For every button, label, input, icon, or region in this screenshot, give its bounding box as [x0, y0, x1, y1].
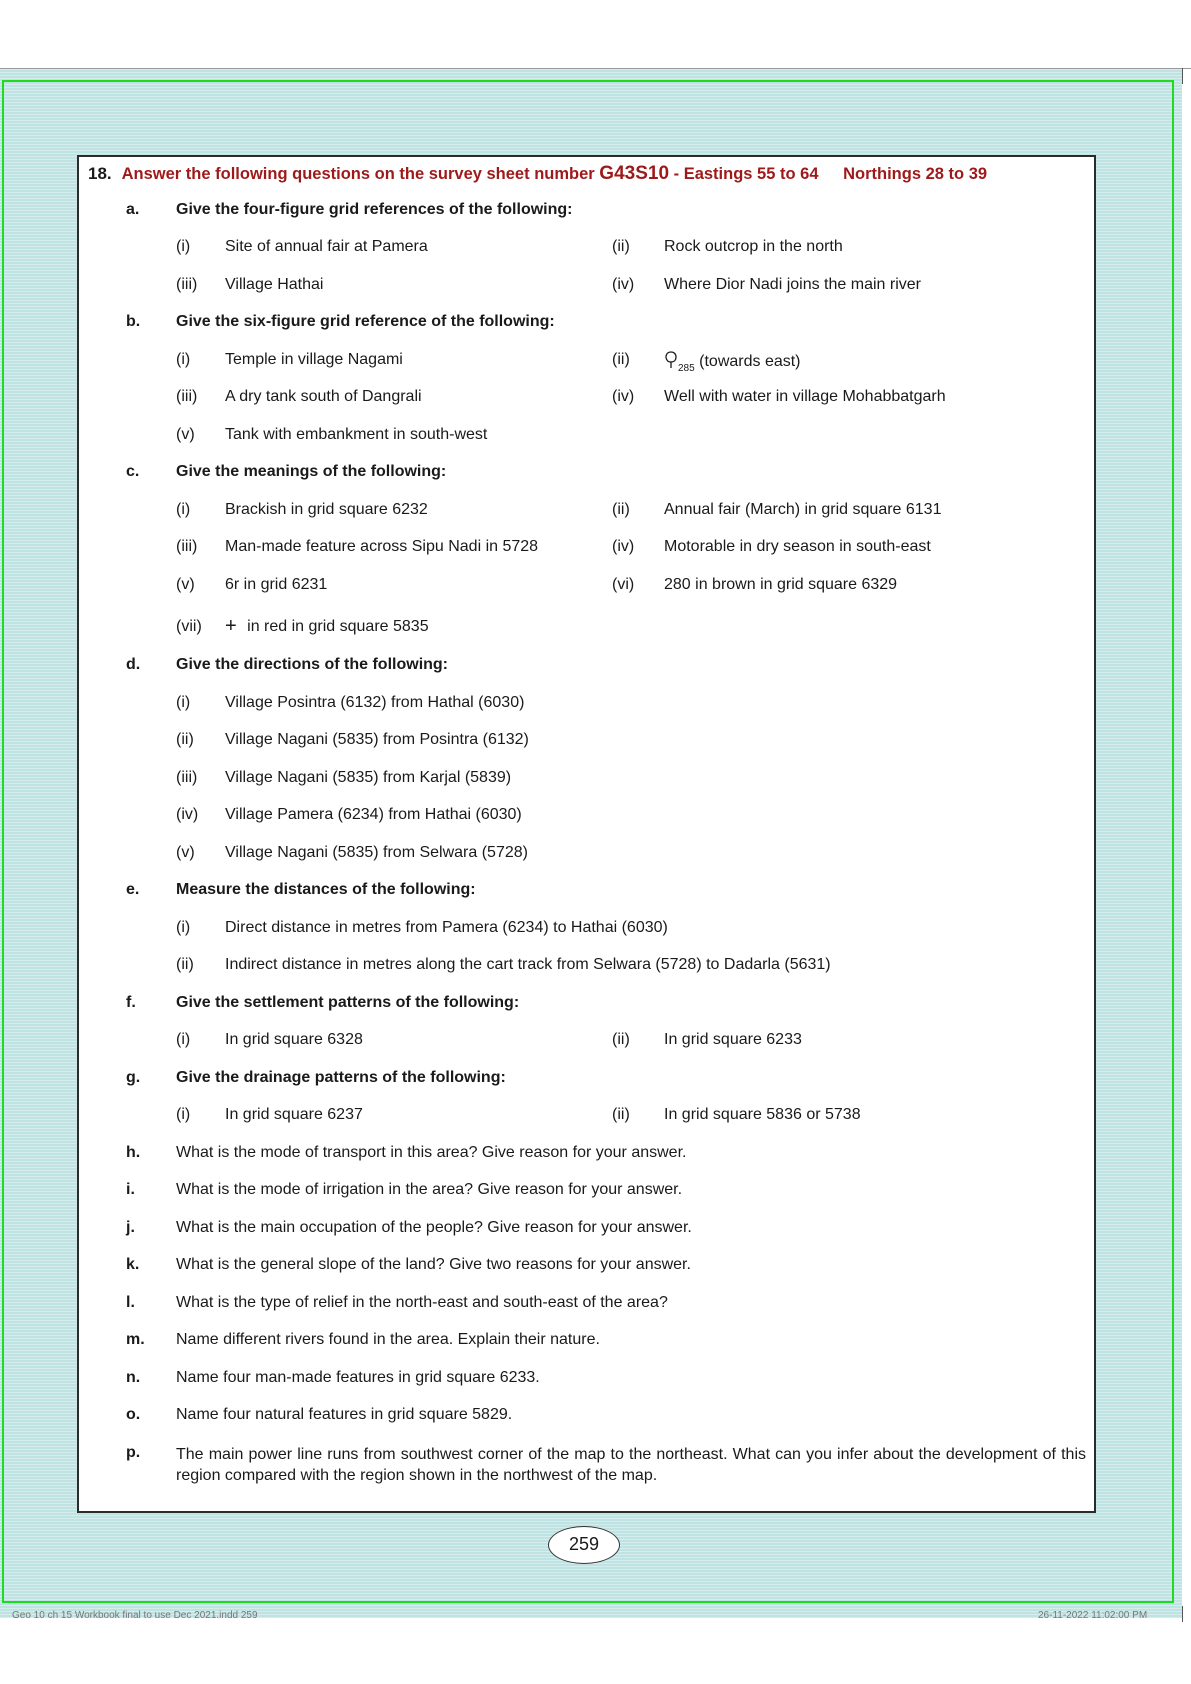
item-text: Temple in village Nagami: [225, 351, 403, 368]
eastings: - Eastings 55 to 64: [673, 165, 819, 183]
part-label: n.: [126, 1369, 141, 1386]
item-number: (i): [176, 351, 191, 368]
part-question: What is the main occupation of the people? Give reason for your answer.: [176, 1219, 692, 1236]
item-number: (i): [176, 501, 191, 518]
item-text: Rock outcrop in the north: [664, 238, 843, 255]
question-header: [88, 163, 1088, 185]
part-label: h.: [126, 1144, 141, 1161]
item-text-part: in red in grid square 5835: [247, 618, 429, 635]
item-text: A dry tank south of Dangrali: [225, 388, 422, 405]
item-text: In grid square 6328: [225, 1031, 363, 1048]
part-question: What is the mode of transport in this area? Give reason for your answer.: [176, 1144, 687, 1161]
part-question: Name four natural features in grid square 5829.: [176, 1406, 513, 1423]
item-number: (ii): [612, 1106, 630, 1123]
item-number: (iii): [176, 276, 198, 293]
tree-symbol-icon: [664, 351, 678, 369]
part-question: What is the general slope of the land? Give two reasons for your answer.: [176, 1256, 691, 1273]
item-number: (iii): [176, 538, 198, 555]
item-number: (iv): [612, 276, 635, 293]
item-text: Site of annual fair at Pamera: [225, 238, 428, 255]
crop-mark: [1182, 1606, 1183, 1622]
item-text: [225, 615, 429, 637]
cross-symbol: +: [225, 615, 237, 637]
footer-timestamp: 26-11-2022 11:02:00 PM: [1038, 1610, 1148, 1621]
item-number: (iv): [612, 538, 635, 555]
item-text: Tank with embankment in south-west: [225, 426, 488, 443]
part-question: Give the meanings of the following:: [176, 463, 447, 480]
part-label: m.: [126, 1331, 145, 1348]
sheet-number: G43S10: [599, 163, 670, 184]
item-text: 280 in brown in grid square 6329: [664, 576, 898, 593]
part-label: e.: [126, 881, 140, 898]
item-text: Where Dior Nadi joins the main river: [664, 276, 921, 293]
spot-height-value: 285: [678, 363, 695, 374]
item-number: (ii): [612, 501, 630, 518]
part-label: d.: [126, 656, 141, 673]
item-number: (i): [176, 919, 191, 936]
item-text: Brackish in grid square 6232: [225, 501, 428, 518]
item-number: (v): [176, 844, 195, 861]
crop-mark: [1182, 68, 1183, 84]
part-question: What is the type of relief in the north-east and south-east of the area?: [176, 1294, 668, 1311]
item-text: Man-made feature across Sipu Nadi in 5728: [225, 538, 539, 555]
part-label: f.: [126, 994, 136, 1011]
item-text: Direct distance in metres from Pamera (6234) to Hathai (6030): [225, 919, 668, 936]
part-question: The main power line runs from southwest corner of the map to the northeast. What can you infer about the development of this region compared with the region shown in the northwest of the map.: [176, 1446, 1086, 1484]
part-question: Name four man-made features in grid square 6233.: [176, 1369, 540, 1386]
item-number: (i): [176, 694, 191, 711]
northings: Northings 28 to 39: [843, 165, 988, 183]
part-question: Give the four-figure grid references of the following:: [176, 201, 573, 218]
part-question: Give the six-figure grid reference of the following:: [176, 313, 555, 330]
item-number: (iii): [176, 769, 198, 786]
item-number: (iv): [612, 388, 635, 405]
item-text: Indirect distance in metres along the cart track from Selwara (5728) to Dadarla (5631): [225, 956, 831, 973]
item-number: (i): [176, 1106, 191, 1123]
part-label: a.: [126, 201, 140, 218]
item-text: Village Nagani (5835) from Selwara (5728): [225, 844, 528, 861]
item-text: 6r in grid 6231: [225, 576, 328, 593]
part-question: Measure the distances of the following:: [176, 881, 476, 898]
item-number: (ii): [176, 731, 194, 748]
item-text: Village Nagani (5835) from Posintra (6132): [225, 731, 529, 748]
item-number: (iv): [176, 806, 199, 823]
part-label: c.: [126, 463, 140, 480]
footer-file: Geo 10 ch 15 Workbook final to use Dec 2021.indd 259: [12, 1610, 258, 1621]
part-question: What is the mode of irrigation in the area? Give reason for your answer.: [176, 1181, 683, 1198]
part-question: Give the settlement patterns of the following:: [176, 994, 520, 1011]
part-question: Name different rivers found in the area. Explain their nature.: [176, 1331, 600, 1348]
item-text: In grid square 6237: [225, 1106, 363, 1123]
item-number: (v): [176, 576, 195, 593]
part-label: j.: [126, 1219, 135, 1236]
item-text: Village Hathai: [225, 276, 324, 293]
item-number: (vii): [176, 618, 202, 635]
item-text: Well with water in village Mohabbatgarh: [664, 388, 946, 405]
item-text: Village Nagani (5835) from Karjal (5839): [225, 769, 512, 786]
item-number: (ii): [612, 1031, 630, 1048]
item-text-part: (towards east): [699, 353, 801, 370]
item-number: (iii): [176, 388, 198, 405]
item-text: In grid square 6233: [664, 1031, 802, 1048]
part-question: Give the drainage patterns of the following:: [176, 1069, 506, 1086]
item-text: Village Posintra (6132) from Hathal (6030): [225, 694, 525, 711]
item-text: Annual fair (March) in grid square 6131: [664, 501, 942, 518]
item-number: (i): [176, 1031, 191, 1048]
part-label: g.: [126, 1069, 141, 1086]
part-label: p.: [126, 1444, 141, 1461]
header-title: Answer the following questions on the survey sheet number: [121, 165, 595, 183]
part-label: b.: [126, 313, 141, 330]
item-text: In grid square 5836 or 5738: [664, 1106, 861, 1123]
item-number: (vi): [612, 576, 635, 593]
part-label: i.: [126, 1181, 135, 1198]
part-question: Give the directions of the following:: [176, 656, 449, 673]
page-number: 259: [548, 1526, 620, 1564]
item-number: (ii): [176, 956, 194, 973]
item-text: Motorable in dry season in south-east: [664, 538, 931, 555]
part-label: l.: [126, 1294, 135, 1311]
question-number: 18.: [88, 164, 112, 183]
item-text: Village Pamera (6234) from Hathai (6030): [225, 806, 522, 823]
item-number: (v): [176, 426, 195, 443]
item-text: [664, 351, 801, 374]
crop-line: [0, 68, 1191, 69]
item-number: (i): [176, 238, 191, 255]
part-label: o.: [126, 1406, 141, 1423]
item-number: (ii): [612, 238, 630, 255]
item-number: (ii): [612, 351, 630, 368]
part-label: k.: [126, 1256, 140, 1273]
